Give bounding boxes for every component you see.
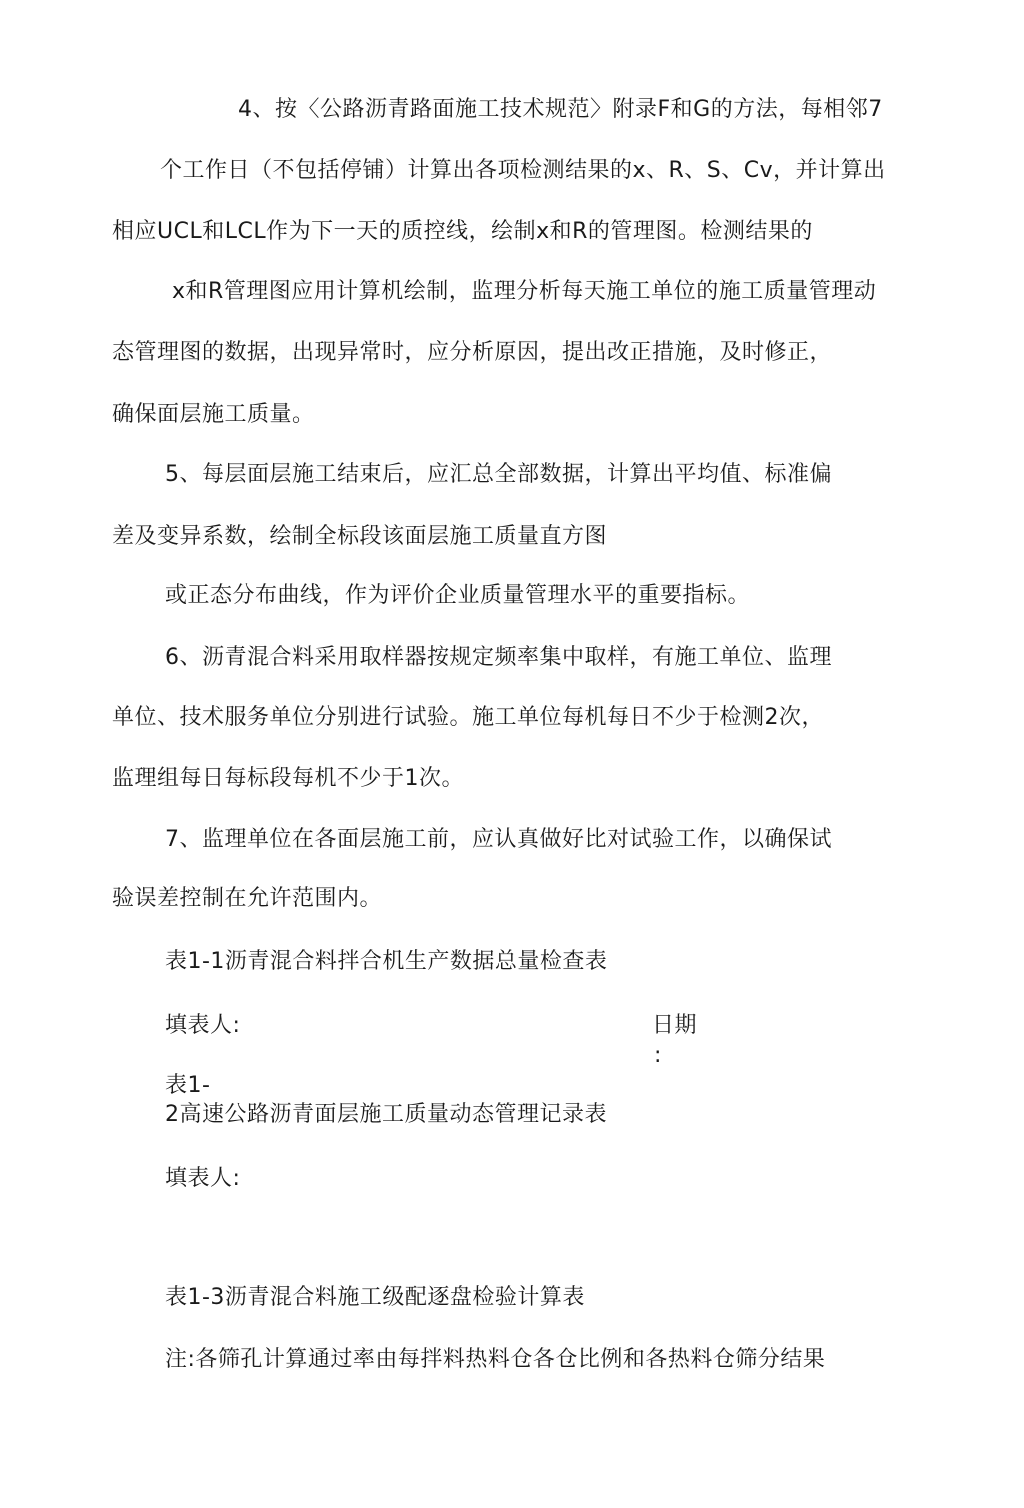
table-1-1-title: 表1-1沥青混合料拌合机生产数据总量检查表: [165, 949, 608, 974]
table-1-2-filler-label: 填表人:: [165, 1166, 241, 1191]
table-1-1-date-label: 日期: [652, 1013, 698, 1038]
paragraph-4-line-3: 相应UCL和LCL作为下一天的质控线，绘制x和R的管理图。检测结果的: [112, 219, 813, 244]
paragraph-4-line-1: 4、按〈公路沥青路面施工技术规范〉附录F和G的方法，每相邻7: [238, 97, 883, 122]
table-1-1-filler-label: 填表人:: [165, 1013, 241, 1038]
paragraph-4-line-5: 态管理图的数据，出现异常时，应分析原因，提出改正措施，及时修正，: [112, 340, 833, 365]
paragraph-4-line-2: 个工作日（不包括停铺）计算出各项检测结果的x、R、S、Cv，并计算出: [160, 158, 886, 183]
paragraph-5-line-3: 或正态分布曲线，作为评价企业质量管理水平的重要指标。: [165, 583, 751, 608]
paragraph-4-line-6: 确保面层施工质量。: [112, 402, 315, 427]
paragraph-7-line-2: 验误差控制在允许范围内。: [112, 886, 383, 911]
table-1-3-note: 注:各筛孔计算通过率由每拌料热料仓各仓比例和各热料仓筛分结果: [165, 1347, 826, 1372]
table-1-2-title-line-1: 表1-: [165, 1073, 211, 1098]
paragraph-7-line-1: 7、监理单位在各面层施工前，应认真做好比对试验工作，以确保试: [165, 827, 832, 852]
table-1-2-title-line-2: 2高速公路沥青面层施工质量动态管理记录表: [165, 1102, 607, 1127]
table-1-3-title: 表1-3沥青混合料施工级配逐盘检验计算表: [165, 1285, 585, 1310]
table-1-1-date-colon: :: [654, 1043, 662, 1068]
paragraph-6-line-1: 6、沥青混合料采用取样器按规定频率集中取样，有施工单位、监理: [165, 645, 832, 670]
paragraph-4-line-4: x和R管理图应用计算机绘制，监理分析每天施工单位的施工质量管理动: [172, 279, 877, 304]
paragraph-5-line-1: 5、每层面层施工结束后，应汇总全部数据，计算出平均值、标准偏: [165, 462, 832, 487]
paragraph-6-line-2: 单位、技术服务单位分别进行试验。施工单位每机每日不少于检测2次，: [112, 705, 824, 730]
paragraph-6-line-3: 监理组每日每标段每机不少于1次。: [112, 766, 464, 791]
paragraph-5-line-2: 差及变异系数，绘制全标段该面层施工质量直方图: [112, 524, 608, 549]
